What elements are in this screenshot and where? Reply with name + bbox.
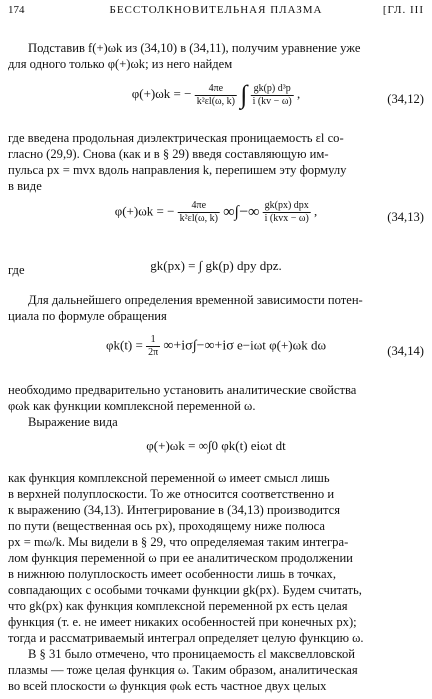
eq-lhs: φ(+)ωk = − <box>131 85 192 101</box>
text-line: необходимо предварительно установить аналитические свойства <box>8 383 357 397</box>
text-line: плазмы — тоже целая функция ω. Таким образом, аналитическая <box>8 663 358 677</box>
text-line: в верхней полуплоскости. То же относится соответственно и <box>8 487 335 501</box>
equation-number: (34,12) <box>387 92 424 106</box>
eq-denominator: i (kv − ω) <box>252 95 292 107</box>
eq-numerator: 4πe <box>195 83 237 96</box>
eq-denominator: k²εl(ω, k) <box>179 213 218 224</box>
text-line: тогда и рассматриваемый интеграл определяет целую функцию ω. <box>8 631 364 645</box>
equation-phi <box>8 434 424 470</box>
text-line: во всей плоскости ω функция φωk есть частное двух целых <box>8 679 327 693</box>
text-line: пульса px = mvx вдоль направления k, перепишем эту формулу <box>8 163 347 177</box>
page-number: 174 <box>8 4 25 16</box>
eq-fraction <box>195 83 237 108</box>
text-line: что gk(px) как функция комплексной переменной px есть целая <box>8 599 348 613</box>
eq-denominator: i (kvx − ω) <box>264 213 309 224</box>
equation-number: (34,13) <box>387 210 424 224</box>
eq-numerator: 1 <box>146 334 160 347</box>
text-line: циала по формуле обращения <box>8 309 167 323</box>
text-line: функция (т. е. не имеет никаких особенностей при конечных px); <box>8 615 357 629</box>
eq-numerator: gk(px) dpx <box>264 200 309 211</box>
eq-lhs: φ(+)ωk = − <box>114 203 175 219</box>
integral-sign: ∫ <box>240 80 248 109</box>
integral-sign: ∞+iσ∫−∞+iσ <box>163 338 234 354</box>
eq-fraction <box>146 334 160 359</box>
eq-fraction <box>178 200 220 225</box>
text-line: для одного только φ(+)ωk; из него найдем <box>8 57 233 71</box>
eq-lhs: φk(t) = <box>105 337 143 353</box>
text-line: как функция комплексной переменной ω имеет смысл лишь <box>8 471 330 485</box>
equation-g-definition <box>8 254 424 284</box>
text-line: где <box>8 263 25 277</box>
eq-tail: e−iωt φ(+)ωk dω <box>237 337 327 353</box>
text-line: гласно (29,9). Снова (как и в § 29) введя составляющую им- <box>8 147 329 161</box>
text-line: совпадающих с особыми точками функции gk(px). Будем считать, <box>8 583 362 597</box>
equation-34-14 <box>8 330 424 376</box>
eq-text: φ(+)ωk = ∞∫0 φk(t) eiωt dt <box>146 438 286 453</box>
text-line: по пути (вещественная ось px), проходящему ниже полюса <box>8 519 325 533</box>
text-line: Для дальнейшего определения временной зависимости потен- <box>28 293 363 307</box>
equation-number: (34,14) <box>387 344 424 358</box>
eq-denominator: 2π <box>148 347 159 358</box>
eq-fraction <box>263 200 311 225</box>
eq-tail: , <box>314 203 318 219</box>
eq-tail: , <box>296 85 301 101</box>
eq-denominator: k²εl(ω, k) <box>196 95 235 107</box>
text-line: где введена продольная диэлектрическая проницаемость εl со- <box>8 131 344 145</box>
text-line: к выражению (34,13). Интегрирование в (34,13) производится <box>8 503 341 517</box>
running-header <box>8 4 424 20</box>
text-line: φωk как функции комплексной переменной ω. <box>8 399 256 413</box>
text-line: лом функция переменной ω при ее аналитическом продолжении <box>8 551 353 565</box>
integral-sign: ∞∫−∞ <box>223 203 260 221</box>
text-line: Подставив f(+)ωk из (34,10) в (34,11), получим уравнение уже <box>28 41 361 55</box>
text-line: в виде <box>8 179 42 193</box>
text-line: px = mω/k. Мы видели в § 29, что определяемая таким интегра- <box>8 535 349 549</box>
equation-34-13 <box>8 196 424 242</box>
text-line: в нижнюю полуплоскость имеет особенности лишь в точках, <box>8 567 336 581</box>
equation-34-12 <box>8 78 424 124</box>
text-line: В § 31 было отмечено, что проницаемость εl максвелловской <box>28 647 355 661</box>
eq-fraction <box>251 83 294 108</box>
chapter-label: [ГЛ. III <box>382 4 424 16</box>
eq-numerator: 4πe <box>178 200 220 213</box>
eq-numerator: gk(p) d³p <box>251 83 294 96</box>
running-title: БЕССТОЛКНОВИТЕЛЬНАЯ ПЛАЗМА <box>109 4 323 16</box>
text-line: Выражение вида <box>28 415 118 429</box>
eq-text: gk(px) = ∫ gk(p) dpy dpz. <box>150 258 282 273</box>
